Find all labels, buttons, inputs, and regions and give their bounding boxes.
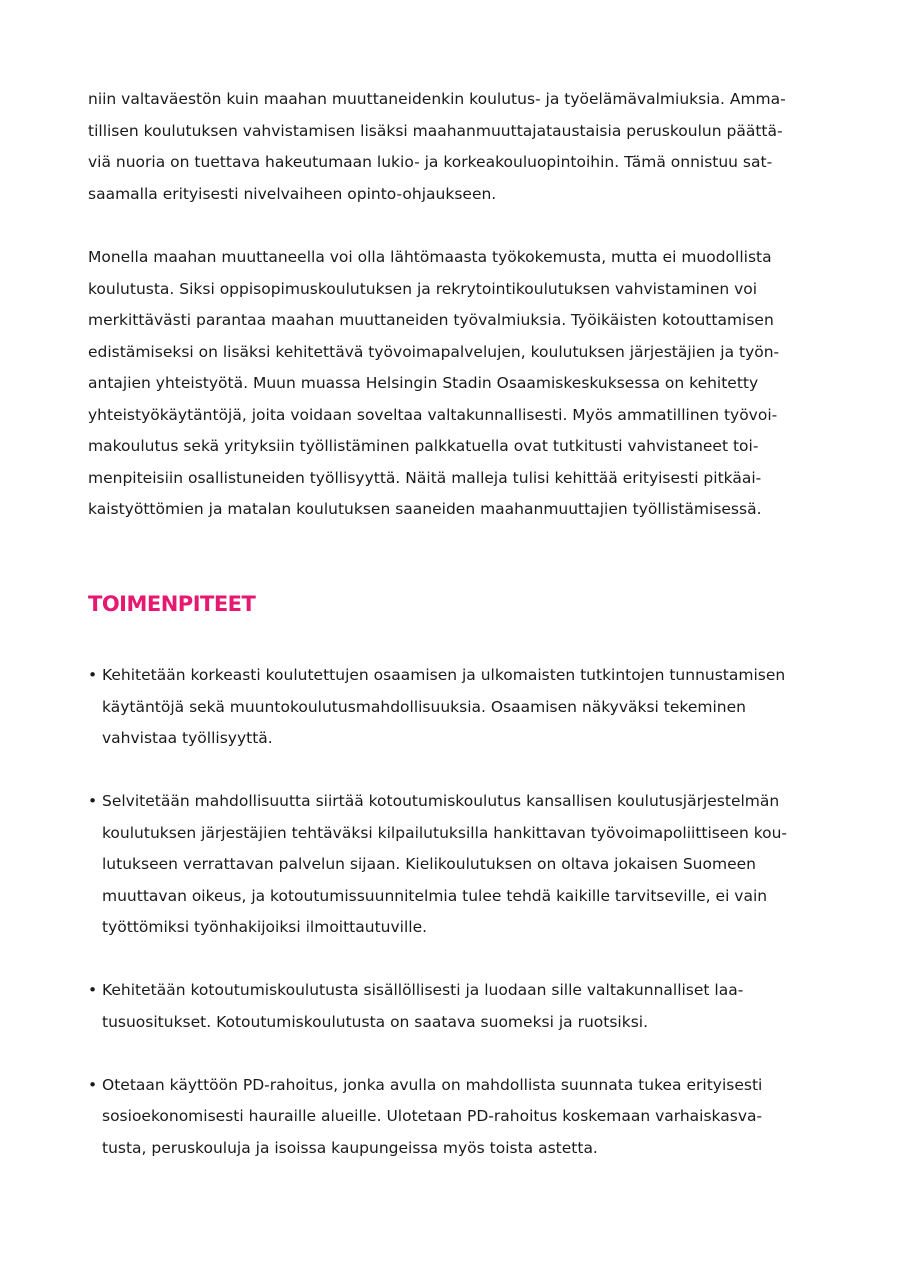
intro-text	[88, 84, 828, 526]
text-line: Monella maahan muuttaneella voi olla lähtömaasta työkokemusta, mutta ei muodollista	[88, 248, 772, 266]
text-line: menpiteisiin osallistuneiden työllisyyttä. Näitä malleja tulisi kehittää erityisesti pitkäai-	[88, 468, 762, 487]
text-line: Kehitetään korkeasti koulutettujen osaamisen ja ulkomaisten tutkintojen tunnustamisen	[102, 666, 786, 684]
text-line: työttömiksi työnhakijoiksi ilmoittautuville.	[102, 918, 428, 936]
text-line: yhteistyökäytäntöjä, joita voidaan soveltaa valtakunnallisesti. Myös ammatillinen työvoi-	[88, 405, 778, 424]
text-line: Selvitetään mahdollisuutta siirtää kotoutumiskoulutus kansallisen koulutusjärjestelmän	[102, 792, 780, 810]
bullet-icon: •	[88, 666, 98, 684]
text-line: makoulutus sekä yrityksiin työllistäminen palkkatuella ovat tutkitusti vahvistaneet toi-	[88, 437, 759, 455]
text-line: lutukseen verrattavan palvelun sijaan. Kielikoulutuksen on oltava jokaisen Suomeen	[102, 855, 756, 873]
bullet-icon: •	[88, 981, 98, 999]
text-line: tusuositukset. Kotoutumiskoulutusta on saatava suomeksi ja ruotsiksi.	[102, 1012, 649, 1031]
text-line: antajien yhteistyötä. Muun muassa Helsingin Stadin Osaamiskeskuksessa on kehitetty	[88, 374, 759, 392]
text-line: kaistyöttömien ja matalan koulutuksen saaneiden maahanmuuttajien työllistämisessä.	[88, 500, 762, 518]
paragraph-work-experience	[88, 242, 828, 526]
list-item	[88, 786, 833, 944]
text-line: niin valtaväestön kuin maahan muuttaneidenkin koulutus- ja työelämävalmiuksia. Amma-	[88, 90, 786, 108]
text-line: koulutuksen järjestäjien tehtäväksi kilpailutuksilla hankittavan työvoimapoliittiseen kou-	[102, 823, 788, 842]
text-line: koulutusta. Siksi oppisopimuskoulutuksen ja rekrytointikoulutuksen vahvistaminen voi	[88, 279, 758, 298]
text-line: viä nuoria on tuettava hakeutumaan lukio- ja korkeakouluopintoihin. Tämä onnistuu sat-	[88, 153, 773, 171]
text-line: vahvistaa työllisyyttä.	[102, 729, 273, 747]
text-line: saamalla erityisesti nivelvaiheen opinto-ohjaukseen.	[88, 184, 497, 203]
bullet-icon: •	[88, 792, 98, 810]
section-heading: TOIMENPITEET	[88, 592, 256, 616]
paragraph-education	[88, 84, 828, 210]
text-line: käytäntöjä sekä muuntokoulutusmahdollisuuksia. Osaamisen näkyväksi tekeminen	[102, 697, 746, 716]
text-line: edistämiseksi on lisäksi kehitettävä työvoimapalvelujen, koulutuksen järjestäjien ja työn-	[88, 342, 780, 361]
text-line: sosioekonomisesti hauraille alueille. Ulotetaan PD-rahoitus koskemaan varhaiskasva-	[102, 1107, 763, 1125]
text-line: muuttavan oikeus, ja kotoutumissuunnitelmia tulee tehdä kaikille tarvitseville, ei vain	[102, 886, 768, 905]
text-line: Otetaan käyttöön PD-rahoitus, jonka avulla on mahdollista suunnata tukea erityisesti	[102, 1075, 763, 1094]
text-line: merkittävästi parantaa maahan muuttaneiden työvalmiuksia. Työikäisten kotouttamisen	[88, 311, 774, 329]
text-line: tillisen koulutuksen vahvistamisen lisäksi maahanmuuttajataustaisia peruskoulun päättä-	[88, 121, 783, 140]
measures-list	[88, 660, 833, 1164]
text-line: Kehitetään kotoutumiskoulutusta sisällöllisesti ja luodaan sille valtakunnalliset laa-	[102, 981, 744, 999]
bullet-icon: •	[88, 1075, 98, 1094]
list-item	[88, 1070, 833, 1165]
list-item	[88, 660, 833, 755]
list-item	[88, 975, 833, 1038]
text-line: tusta, peruskouluja ja isoissa kaupungeissa myös toista astetta.	[102, 1138, 598, 1157]
